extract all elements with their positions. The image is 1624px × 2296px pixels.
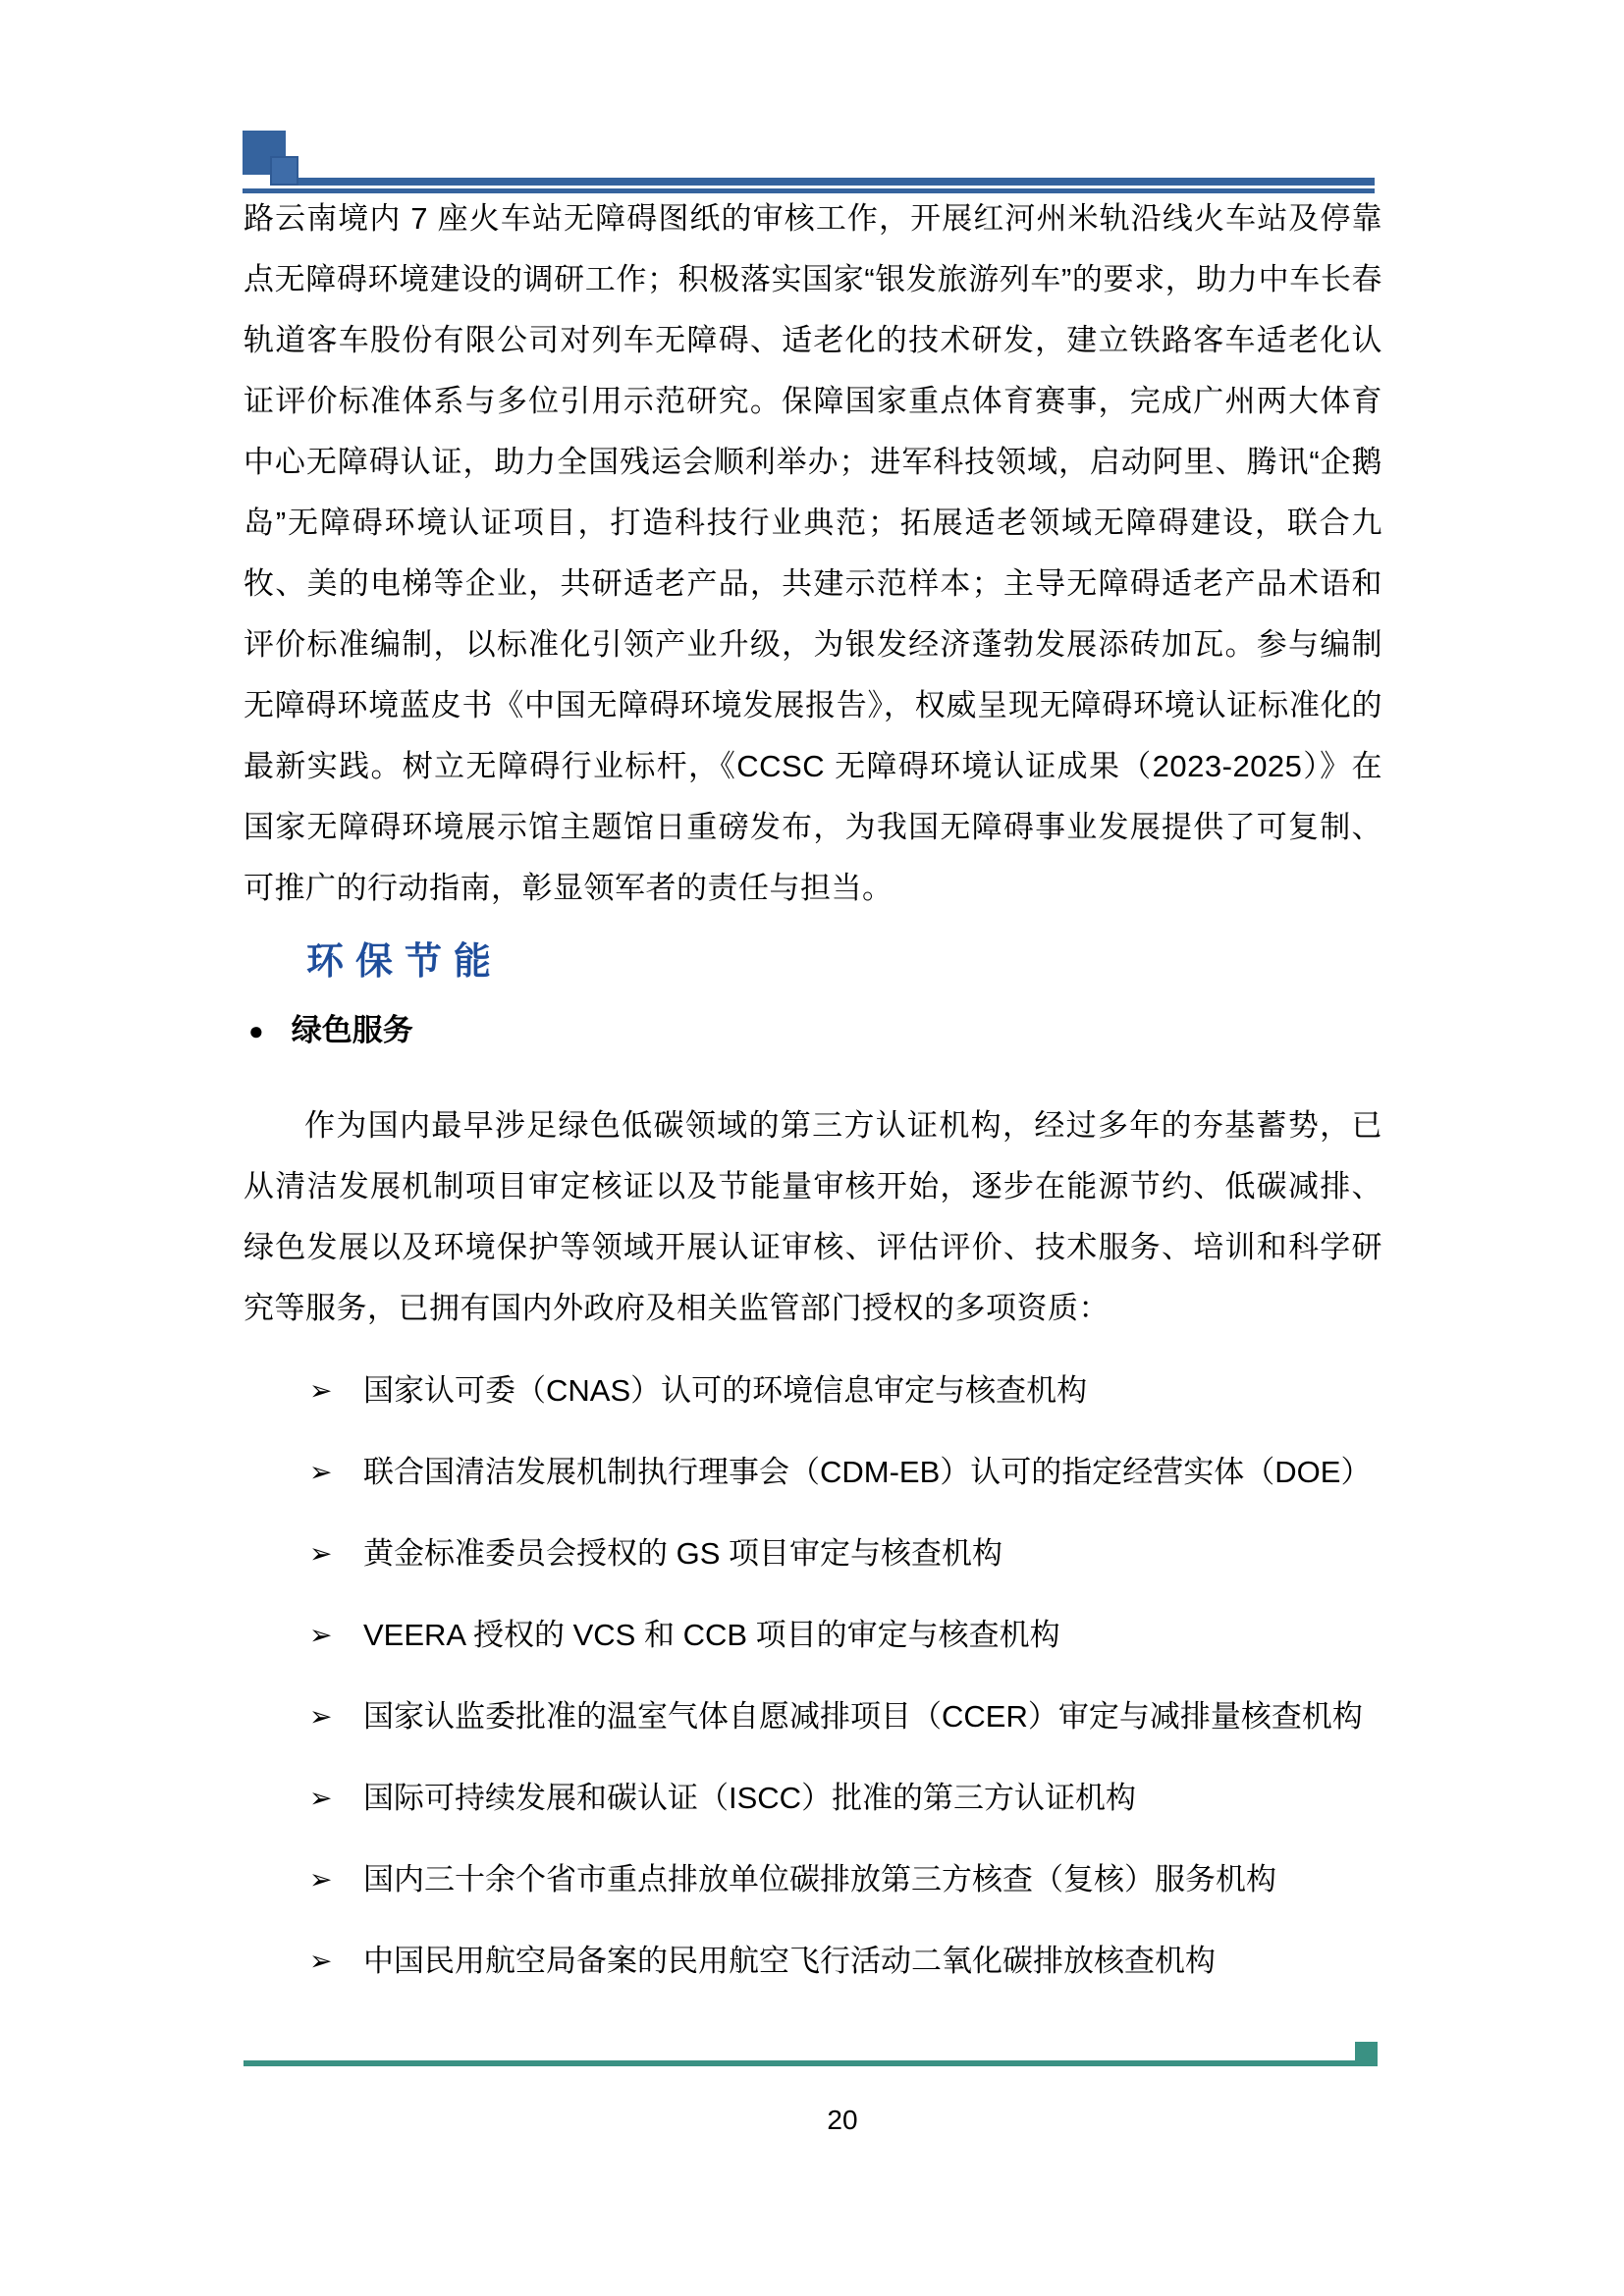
list-item xyxy=(244,1697,1382,1736)
arrow-bullet-icon: ➢ xyxy=(309,1538,333,1569)
list-item-text: 中国民用航空局备案的民用航空飞行活动二氧化碳排放核查机构 xyxy=(363,1944,1216,1978)
list-item xyxy=(244,1860,1382,1899)
arrow-bullet-icon: ➢ xyxy=(309,1620,333,1650)
page-number: 20 xyxy=(827,2105,858,2135)
section-heading-environmental-energy-saving: 环保节能 xyxy=(306,941,504,983)
header-accent-square-small xyxy=(270,156,298,186)
subsection-title: 绿色服务 xyxy=(291,1013,413,1047)
list-item xyxy=(244,1453,1382,1492)
list-item-text: 黄金标准委员会授权的 GS 项目审定与核查机构 xyxy=(363,1536,1003,1571)
list-item xyxy=(244,1942,1382,1981)
subsection-green-services xyxy=(244,1011,1382,1050)
qualification-list xyxy=(244,1371,1382,1981)
list-item xyxy=(244,1371,1382,1411)
list-item-text: 国内三十余个省市重点排放单位碳排放第三方核查（复核）服务机构 xyxy=(363,1862,1276,1896)
list-item-text: VEERA 授权的 VCS 和 CCB 项目的审定与核查机构 xyxy=(363,1618,1060,1652)
footer-rule xyxy=(244,2060,1355,2066)
arrow-bullet-icon: ➢ xyxy=(309,1864,333,1895)
body-paragraph-green-services: 作为国内最早涉足绿色低碳领域的第三方认证机构，经过多年的夯基蓄势，已从清洁发展机制项目审定核证以及节能量审核开始，逐步在能源节约、低碳减排、绿色发展以及环境保护等领域开展认证审核、评估评价、技术服务、培训和科学研究等服务，已拥有国内外政府及相关监管部门授权的多项资质： xyxy=(244,1108,1382,1325)
arrow-bullet-icon: ➢ xyxy=(309,1701,333,1732)
arrow-bullet-icon: ➢ xyxy=(309,1783,333,1813)
arrow-bullet-icon: ➢ xyxy=(309,1946,333,1976)
list-item-text: 国际可持续发展和碳认证（ISCC）批准的第三方认证机构 xyxy=(363,1781,1137,1815)
list-item xyxy=(244,1779,1382,1818)
list-item xyxy=(244,1616,1382,1655)
body-paragraph-accessibility: 路云南境内 7 座火车站无障碍图纸的审核工作，开展红河州米轨沿线火车站及停靠点无障碍环境建设的调研工作；积极落实国家“银发旅游列车”的要求，助力中车长春轨道客车股份有限公司对列车无障碍、适老化的技术研发，建立铁路客车适老化认证评价标准体系与多位引用示范研究。保障国家重点体育赛事，完成广州两大体育中心无障碍认证，助力全国残运会顺利举办；进军科技领域，启动阿里、腾讯“企鹅岛”无障碍环境认证项目，打造科技行业典范；拓展适老领域无障碍建设，联合九牧、美的电梯等企业，共研适老产品，共建示范样本；主导无障碍适老产品术语和评价标准编制，以标准化引领产业升级，为银发经济蓬勃发展添砖加瓦。参与编制无障碍环境蓝皮书《中国无障碍环境发展报告》，权威呈现无障碍环境认证标准化的最新实践。树立无障碍行业标杆，《CCSC 无障碍环境认证成果（2023-2025）》在国家无障碍环境展示馆主题馆日重磅发布，为我国无障碍事业发展提供了可复制、可推广的行动指南，彰显领军者的责任与担当。 xyxy=(244,201,1382,905)
arrow-bullet-icon: ➢ xyxy=(309,1457,333,1487)
list-item-text: 联合国清洁发展机制执行理事会（CDM-EB）认可的指定经营实体（DOE） xyxy=(363,1455,1372,1489)
arrow-bullet-icon: ➢ xyxy=(309,1375,333,1406)
list-item-text: 国家认可委（CNAS）认可的环境信息审定与核查机构 xyxy=(363,1373,1088,1408)
page-content xyxy=(244,188,1382,2023)
header-rule-thick xyxy=(298,178,1375,186)
list-item xyxy=(244,1534,1382,1574)
footer-accent-square xyxy=(1355,2042,1378,2066)
list-item-text: 国家认监委批准的温室气体自愿减排项目（CCER）审定与减排量核查机构 xyxy=(363,1699,1363,1734)
bullet-circle-icon: ● xyxy=(248,1016,264,1045)
